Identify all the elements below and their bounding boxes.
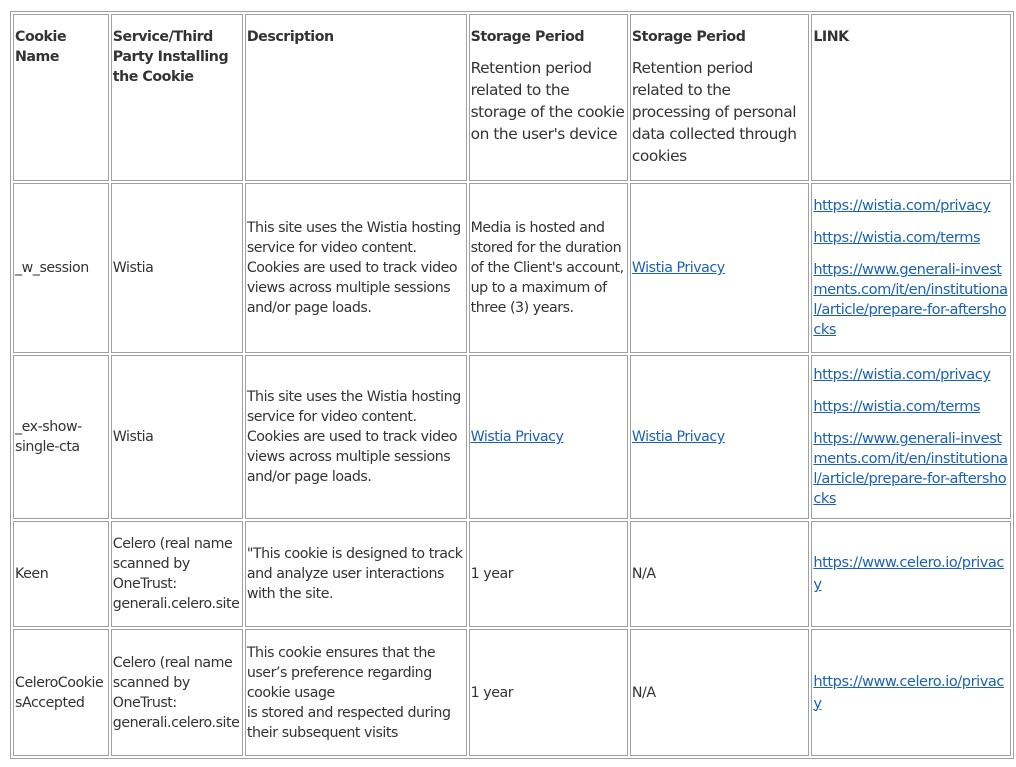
header-description xyxy=(245,14,467,181)
header-cookie-name-label: Cookie Name xyxy=(15,29,67,65)
cell-service: Wistia xyxy=(111,183,243,353)
cell-links xyxy=(811,355,1011,519)
description-line: is stored and respected during their subsequent visits xyxy=(246,704,451,741)
cell-links xyxy=(811,183,1011,353)
description-line: This cookie ensures that the user’s preference regarding cookie usage xyxy=(246,644,436,701)
cell-description xyxy=(245,629,467,756)
cell-cookie-name: CeleroCookiesAccepted xyxy=(13,629,109,756)
cell-description: "This cookie is designed to track and analyze user interactions with the site. xyxy=(245,521,467,627)
header-description-label: Description xyxy=(246,29,334,45)
wistia-terms-url-link[interactable]: https://wistia.com/terms xyxy=(813,229,981,246)
generali-article-link[interactable]: https://www.generali-investments.com/it/en/institutional/article/prepare-for-aftershocks xyxy=(813,430,1008,507)
table-row xyxy=(13,629,1011,756)
cell-storage-device xyxy=(469,355,628,519)
header-storage-device-subtitle: Retention period related to the storage of the cookie on the user's device xyxy=(470,59,625,143)
celero-privacy-link[interactable]: https://www.celero.io/privacy xyxy=(813,554,1004,593)
wistia-privacy-link[interactable]: Wistia Privacy xyxy=(470,429,564,445)
header-service xyxy=(111,14,243,181)
header-storage-processing xyxy=(630,14,809,181)
wistia-privacy-link[interactable]: Wistia Privacy xyxy=(631,260,725,276)
cell-storage-device: 1 year xyxy=(469,629,628,756)
cell-storage-processing: N/A xyxy=(630,521,809,627)
cell-service: Wistia xyxy=(111,355,243,519)
header-service-label: Service/Third Party Installing the Cookie xyxy=(112,29,229,85)
wistia-privacy-url-link[interactable]: https://wistia.com/privacy xyxy=(813,366,991,383)
header-storage-processing-subtitle: Retention period related to the processing of personal data collected through cookies xyxy=(631,59,797,165)
table-header-row xyxy=(13,14,1011,181)
table-row xyxy=(13,183,1011,353)
cell-description: This site uses the Wistia hosting service for video content. Cookies are used to track video views across multiple sessions and/or page loads. xyxy=(245,355,467,519)
header-storage-device xyxy=(469,14,628,181)
cell-links xyxy=(811,521,1011,627)
cell-service: Celero (real name scanned by OneTrust: generali.celero.site xyxy=(111,521,243,627)
cookie-table xyxy=(10,11,1014,759)
cell-cookie-name: _ex-show-single-cta xyxy=(13,355,109,519)
cell-description: This site uses the Wistia hosting service for video content. Cookies are used to track video views across multiple sessions and/or page loads. xyxy=(245,183,467,353)
table-row xyxy=(13,355,1011,519)
header-storage-device-title: Storage Period xyxy=(470,29,585,45)
header-link-label: LINK xyxy=(813,29,849,45)
wistia-privacy-url-link[interactable]: https://wistia.com/privacy xyxy=(813,197,991,214)
celero-privacy-link[interactable]: https://www.celero.io/privacy xyxy=(813,672,1004,712)
cell-storage-device: 1 year xyxy=(469,521,628,627)
cell-storage-processing xyxy=(630,355,809,519)
cell-links xyxy=(811,629,1011,756)
cell-storage-processing xyxy=(630,183,809,353)
cell-cookie-name: Keen xyxy=(13,521,109,627)
generali-article-link[interactable]: https://www.generali-investments.com/it/en/institutional/article/prepare-for-aftershocks xyxy=(813,261,1008,338)
wistia-privacy-link[interactable]: Wistia Privacy xyxy=(631,429,725,445)
cell-storage-device: Media is hosted and stored for the duration of the Client's account, up to a maximum of three (3) years. xyxy=(469,183,628,353)
header-cookie-name xyxy=(13,14,109,181)
cell-storage-processing: N/A xyxy=(630,629,809,756)
header-link xyxy=(811,14,1011,181)
wistia-terms-url-link[interactable]: https://wistia.com/terms xyxy=(813,398,981,415)
cell-cookie-name: _w_session xyxy=(13,183,109,353)
cell-service: Celero (real name scanned by OneTrust: generali.celero.site xyxy=(111,629,243,756)
table-row xyxy=(13,521,1011,627)
header-storage-processing-title: Storage Period xyxy=(631,29,746,45)
